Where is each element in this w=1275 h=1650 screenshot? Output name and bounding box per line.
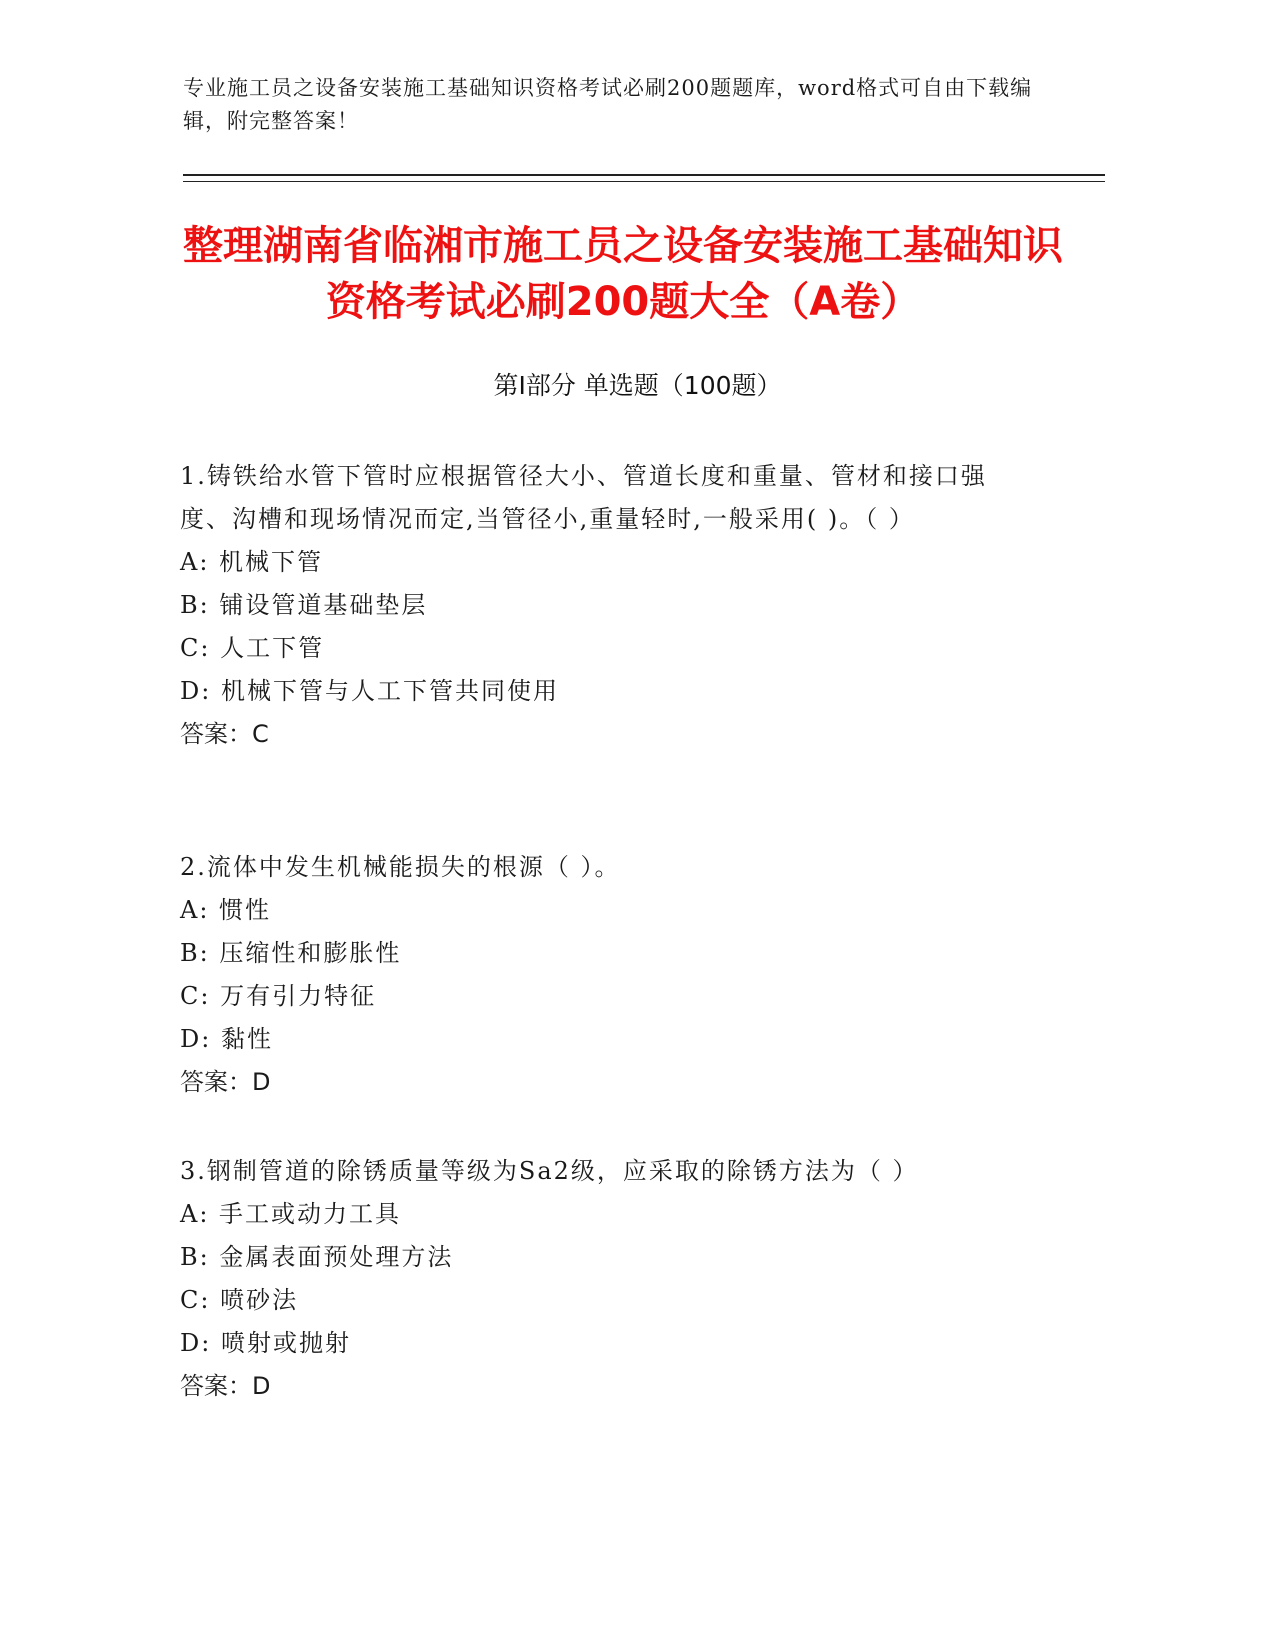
header-rule-thin xyxy=(183,181,1105,182)
question-stem: 3.钢制管道的除锈质量等级为Sa2级，应采取的除锈方法为（ ） xyxy=(180,1157,919,1185)
question-2 xyxy=(180,846,1020,1104)
question-3 xyxy=(180,1150,1020,1408)
option-c: C: 喷砂法 xyxy=(180,1286,299,1314)
option-a: A: 机械下管 xyxy=(180,548,324,576)
option-d: D: 喷射或抛射 xyxy=(180,1329,351,1357)
question-stem: 1.铸铁给水管下管时应根据管径大小、管道长度和重量、管材和接口强度、沟槽和现场情况而定,当管径小,重量轻时,一般采用( )。（ ） xyxy=(180,462,987,533)
option-b: B: 金属表面预处理方法 xyxy=(180,1243,454,1271)
option-a: A: 手工或动力工具 xyxy=(180,1200,402,1228)
answer: 答案：C xyxy=(180,720,269,748)
question-stem: 2.流体中发生机械能损失的根源（ ）。 xyxy=(180,853,621,881)
option-b: B: 铺设管道基础垫层 xyxy=(180,591,428,619)
header-rule-thick xyxy=(183,174,1105,176)
option-c: C: 万有引力特征 xyxy=(180,982,377,1010)
section-heading: 第I部分 单选题（100题） xyxy=(493,371,782,400)
answer: 答案：D xyxy=(180,1068,271,1096)
question-1 xyxy=(180,455,1020,756)
option-a: A: 惯性 xyxy=(180,896,272,924)
header-note: 专业施工员之设备安装施工基础知识资格考试必刷200题题库，word格式可自由下载编辑，附完整答案！ xyxy=(183,76,1033,133)
document-title: 整理湖南省临湘市施工员之设备安装施工基础知识资格考试必刷200题大全（A卷） xyxy=(183,223,1063,325)
answer: 答案：D xyxy=(180,1372,271,1400)
option-d: D: 黏性 xyxy=(180,1025,273,1053)
option-c: C: 人工下管 xyxy=(180,634,325,662)
option-b: B: 压缩性和膨胀性 xyxy=(180,939,402,967)
option-d: D: 机械下管与人工下管共同使用 xyxy=(180,677,559,705)
